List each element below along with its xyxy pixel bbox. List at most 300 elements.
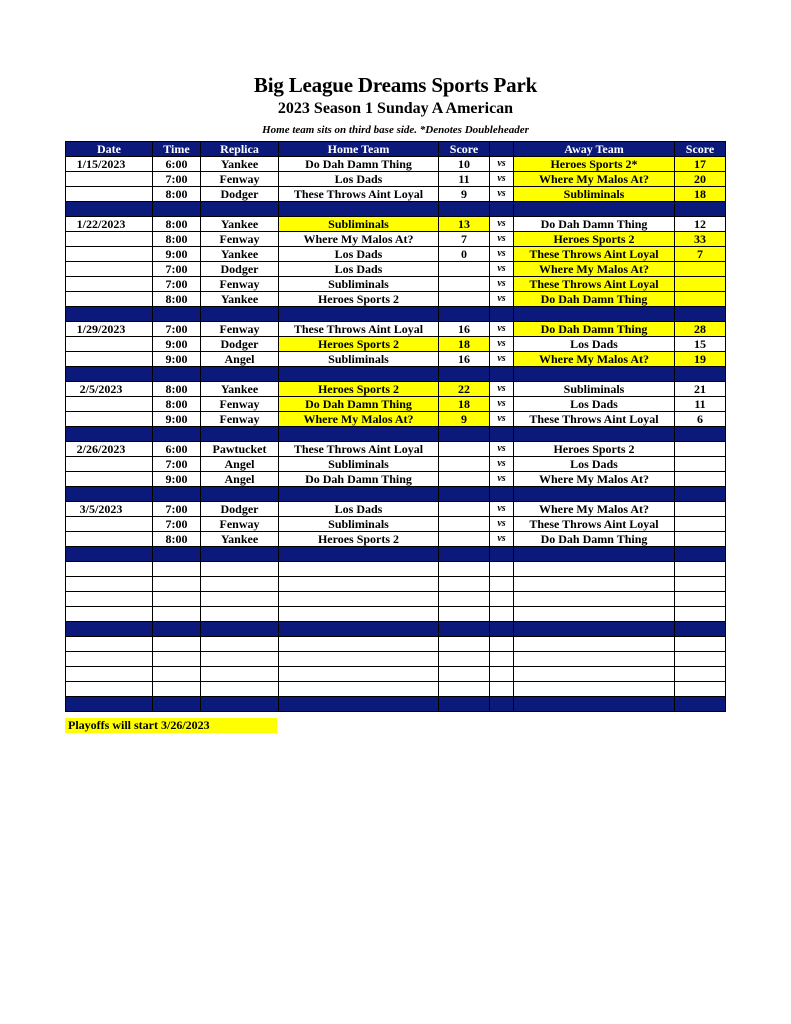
separator-cell [66,547,153,562]
away-team-cell: Subliminals [514,382,675,397]
away-team-cell: Heroes Sports 2* [514,157,675,172]
separator-cell [675,697,726,712]
date-cell [66,457,153,472]
away-team-cell: Where My Malos At? [514,352,675,367]
home-team-cell: These Throws Aint Loyal [279,187,439,202]
separator-cell [279,622,439,637]
vs-cell: vs [490,352,514,367]
replica-cell: Dodger [201,262,279,277]
replica-cell: Yankee [201,532,279,547]
away-score-cell: 19 [675,352,726,367]
col-header-time: Time [153,142,201,157]
away-score-cell: 15 [675,337,726,352]
separator-cell [490,202,514,217]
home-team-cell: Los Dads [279,172,439,187]
table-header-row [66,142,726,157]
date-cell [66,277,153,292]
time-cell: 7:00 [153,517,201,532]
separator-cell [439,487,490,502]
separator-cell [675,307,726,322]
separator-cell [490,487,514,502]
away-team-cell: Do Dah Damn Thing [514,217,675,232]
away-score-cell [675,532,726,547]
date-cell [66,292,153,307]
empty-cell [490,637,514,652]
col-header-home-team: Home Team [279,142,439,157]
away-team-cell: Los Dads [514,457,675,472]
away-team-cell: These Throws Aint Loyal [514,517,675,532]
empty-cell [153,592,201,607]
away-team-cell: Los Dads [514,397,675,412]
empty-cell [279,607,439,622]
home-team-cell: Subliminals [279,352,439,367]
empty-cell [675,577,726,592]
away-team-cell: Los Dads [514,337,675,352]
home-score-cell: 18 [439,397,490,412]
table-row [66,337,726,352]
separator-cell [514,367,675,382]
home-score-cell: 18 [439,337,490,352]
date-cell: 2/5/2023 [66,382,153,397]
away-score-cell [675,472,726,487]
table-row [66,262,726,277]
table-row [66,352,726,367]
empty-row [66,562,726,577]
home-score-cell [439,517,490,532]
date-cell: 3/5/2023 [66,502,153,517]
replica-cell: Pawtucket [201,442,279,457]
page-title: Big League Dreams Sports Park [253,73,538,97]
empty-cell [153,562,201,577]
separator-cell [201,427,279,442]
empty-cell [675,682,726,697]
away-score-cell: 7 [675,247,726,262]
schedule-table [65,141,726,712]
separator-cell [675,487,726,502]
home-team-cell: Heroes Sports 2 [279,382,439,397]
vs-cell: vs [490,322,514,337]
home-score-cell [439,532,490,547]
home-score-cell [439,472,490,487]
away-team-cell: Where My Malos At? [514,472,675,487]
vs-cell: vs [490,517,514,532]
empty-cell [153,682,201,697]
empty-cell [490,577,514,592]
date-cell [66,472,153,487]
empty-cell [279,577,439,592]
away-team-cell: These Throws Aint Loyal [514,277,675,292]
home-team-cell: Los Dads [279,262,439,277]
table-row [66,412,726,427]
table-row [66,502,726,517]
replica-cell: Yankee [201,157,279,172]
separator-cell [201,547,279,562]
separator-cell [675,427,726,442]
vs-cell: vs [490,502,514,517]
separator-cell [153,367,201,382]
separator-cell [153,487,201,502]
table-row [66,397,726,412]
col-header-date: Date [66,142,153,157]
vs-cell: vs [490,172,514,187]
separator-cell [153,622,201,637]
empty-cell [201,607,279,622]
home-score-cell [439,277,490,292]
away-score-cell: 6 [675,412,726,427]
vs-cell: vs [490,532,514,547]
home-score-cell [439,457,490,472]
week-separator [66,427,726,442]
separator-cell [153,697,201,712]
home-score-cell: 10 [439,157,490,172]
vs-cell: vs [490,277,514,292]
separator-cell [66,367,153,382]
away-score-cell: 11 [675,397,726,412]
separator-cell [153,427,201,442]
vs-cell: vs [490,292,514,307]
table-row [66,157,726,172]
date-cell [66,232,153,247]
col-header-replica: Replica [201,142,279,157]
empty-cell [279,637,439,652]
away-team-cell: Where My Malos At? [514,172,675,187]
home-score-cell: 9 [439,412,490,427]
separator-cell [66,487,153,502]
away-team-cell: Where My Malos At? [514,262,675,277]
separator-cell [279,307,439,322]
date-cell [66,352,153,367]
time-cell: 7:00 [153,262,201,277]
home-team-cell: Do Dah Damn Thing [279,397,439,412]
replica-cell: Fenway [201,172,279,187]
replica-cell: Dodger [201,502,279,517]
vs-cell: vs [490,337,514,352]
empty-cell [514,637,675,652]
away-score-cell [675,442,726,457]
vs-cell: vs [490,262,514,277]
table-row [66,217,726,232]
vs-cell: vs [490,457,514,472]
date-cell: 1/15/2023 [66,157,153,172]
vs-cell: vs [490,412,514,427]
week-separator [66,367,726,382]
home-team-cell: Do Dah Damn Thing [279,472,439,487]
separator-cell [514,547,675,562]
empty-cell [153,667,201,682]
separator-cell [675,202,726,217]
time-cell: 7:00 [153,172,201,187]
table-row [66,382,726,397]
home-score-cell: 11 [439,172,490,187]
time-cell: 8:00 [153,532,201,547]
vs-cell: vs [490,397,514,412]
separator-cell [490,367,514,382]
page-subtitle: 2023 Season 1 Sunday A American [277,100,514,117]
away-score-cell [675,502,726,517]
time-cell: 7:00 [153,457,201,472]
table-row [66,442,726,457]
empty-cell [153,577,201,592]
col-header-home-score: Score [439,142,490,157]
empty-row [66,592,726,607]
separator-cell [279,487,439,502]
empty-cell [201,637,279,652]
away-score-cell [675,517,726,532]
empty-cell [675,667,726,682]
replica-cell: Yankee [201,382,279,397]
vs-cell: vs [490,442,514,457]
empty-row [66,607,726,622]
separator-cell [675,622,726,637]
separator-cell [153,202,201,217]
empty-cell [514,667,675,682]
separator-cell [490,697,514,712]
empty-cell [439,607,490,622]
separator-cell [66,427,153,442]
home-team-cell: Do Dah Damn Thing [279,157,439,172]
date-cell [66,187,153,202]
empty-cell [153,607,201,622]
empty-cell [675,607,726,622]
time-cell: 7:00 [153,502,201,517]
separator-cell [66,697,153,712]
home-score-cell: 9 [439,187,490,202]
replica-cell: Angel [201,472,279,487]
separator-cell [201,622,279,637]
separator-cell [514,202,675,217]
home-score-cell: 22 [439,382,490,397]
time-cell: 8:00 [153,232,201,247]
time-cell: 8:00 [153,217,201,232]
table-row [66,277,726,292]
separator-cell [675,547,726,562]
playoffs-note: Playoffs will start 3/26/2023 [65,718,277,733]
separator-cell [279,367,439,382]
date-cell [66,397,153,412]
empty-cell [201,652,279,667]
separator-cell [279,427,439,442]
separator-cell [201,202,279,217]
separator-cell [490,547,514,562]
empty-cell [279,652,439,667]
date-cell [66,247,153,262]
home-team-cell: Where My Malos At? [279,412,439,427]
away-score-cell: 17 [675,157,726,172]
home-score-cell [439,262,490,277]
away-team-cell: Do Dah Damn Thing [514,532,675,547]
home-team-cell: Los Dads [279,502,439,517]
home-score-cell: 13 [439,217,490,232]
empty-cell [490,592,514,607]
time-cell: 9:00 [153,472,201,487]
separator-cell [201,487,279,502]
home-score-cell [439,442,490,457]
page-note: Home team sits on third base side. *Denotes Doubleheader [262,124,529,136]
empty-cell [201,667,279,682]
replica-cell: Fenway [201,322,279,337]
empty-cell [66,607,153,622]
replica-cell: Yankee [201,247,279,262]
empty-cell [201,682,279,697]
empty-cell [279,592,439,607]
empty-cell [439,682,490,697]
empty-row [66,637,726,652]
week-separator [66,487,726,502]
empty-cell [490,562,514,577]
away-team-cell: These Throws Aint Loyal [514,412,675,427]
table-row [66,172,726,187]
replica-cell: Yankee [201,292,279,307]
separator-cell [675,367,726,382]
time-cell: 8:00 [153,292,201,307]
separator-cell [439,202,490,217]
empty-cell [514,682,675,697]
date-cell: 2/26/2023 [66,442,153,457]
replica-cell: Angel [201,457,279,472]
empty-row [66,577,726,592]
empty-cell [439,652,490,667]
empty-row [66,667,726,682]
replica-cell: Yankee [201,217,279,232]
empty-row [66,682,726,697]
schedule-body [66,157,726,712]
separator-cell [490,307,514,322]
separator-cell [201,697,279,712]
separator-cell [439,547,490,562]
away-score-cell: 33 [675,232,726,247]
empty-cell [514,577,675,592]
week-separator [66,547,726,562]
table-row [66,322,726,337]
vs-cell: vs [490,382,514,397]
away-score-cell [675,277,726,292]
home-team-cell: Subliminals [279,217,439,232]
date-cell [66,412,153,427]
empty-cell [66,667,153,682]
empty-row [66,652,726,667]
vs-cell: vs [490,157,514,172]
empty-cell [514,592,675,607]
table-row [66,517,726,532]
empty-cell [675,637,726,652]
week-separator [66,202,726,217]
home-team-cell: Subliminals [279,277,439,292]
away-score-cell: 20 [675,172,726,187]
time-cell: 6:00 [153,442,201,457]
separator-cell [439,697,490,712]
separator-cell [201,367,279,382]
replica-cell: Fenway [201,397,279,412]
home-team-cell: These Throws Aint Loyal [279,442,439,457]
separator-cell [490,622,514,637]
time-cell: 9:00 [153,412,201,427]
empty-cell [153,652,201,667]
table-row [66,472,726,487]
empty-cell [514,652,675,667]
empty-cell [439,562,490,577]
away-score-cell: 21 [675,382,726,397]
vs-cell: vs [490,232,514,247]
home-team-cell: Heroes Sports 2 [279,292,439,307]
date-cell: 1/22/2023 [66,217,153,232]
empty-cell [66,652,153,667]
time-cell: 8:00 [153,382,201,397]
vs-cell: vs [490,472,514,487]
col-header-vs [490,142,514,157]
empty-cell [439,667,490,682]
home-score-cell: 16 [439,352,490,367]
empty-cell [66,577,153,592]
home-team-cell: Heroes Sports 2 [279,337,439,352]
time-cell: 8:00 [153,187,201,202]
empty-cell [66,562,153,577]
empty-cell [439,637,490,652]
away-team-cell: Do Dah Damn Thing [514,292,675,307]
replica-cell: Angel [201,352,279,367]
table-row [66,292,726,307]
home-team-cell: These Throws Aint Loyal [279,322,439,337]
away-team-cell: Heroes Sports 2 [514,442,675,457]
separator-cell [439,367,490,382]
vs-cell: vs [490,217,514,232]
home-score-cell: 0 [439,247,490,262]
separator-cell [439,307,490,322]
home-score-cell: 16 [439,322,490,337]
table-row [66,187,726,202]
time-cell: 7:00 [153,277,201,292]
away-score-cell [675,457,726,472]
empty-cell [66,637,153,652]
away-team-cell: Subliminals [514,187,675,202]
time-cell: 8:00 [153,397,201,412]
empty-cell [153,637,201,652]
home-team-cell: Subliminals [279,517,439,532]
col-header-away-team: Away Team [514,142,675,157]
away-score-cell: 18 [675,187,726,202]
date-cell [66,532,153,547]
separator-cell [439,427,490,442]
date-cell [66,517,153,532]
away-score-cell [675,292,726,307]
empty-cell [490,667,514,682]
week-separator [66,697,726,712]
away-score-cell [675,262,726,277]
empty-cell [490,682,514,697]
time-cell: 7:00 [153,322,201,337]
home-score-cell [439,292,490,307]
home-team-cell: Where My Malos At? [279,232,439,247]
separator-cell [201,307,279,322]
separator-cell [439,622,490,637]
time-cell: 9:00 [153,337,201,352]
home-team-cell: Subliminals [279,457,439,472]
week-separator [66,307,726,322]
home-score-cell: 7 [439,232,490,247]
away-team-cell: Heroes Sports 2 [514,232,675,247]
date-cell: 1/29/2023 [66,322,153,337]
table-row [66,247,726,262]
time-cell: 6:00 [153,157,201,172]
replica-cell: Fenway [201,517,279,532]
empty-cell [490,607,514,622]
separator-cell [153,547,201,562]
time-cell: 9:00 [153,247,201,262]
vs-cell: vs [490,247,514,262]
away-team-cell: Do Dah Damn Thing [514,322,675,337]
empty-cell [490,652,514,667]
replica-cell: Fenway [201,412,279,427]
empty-cell [514,562,675,577]
